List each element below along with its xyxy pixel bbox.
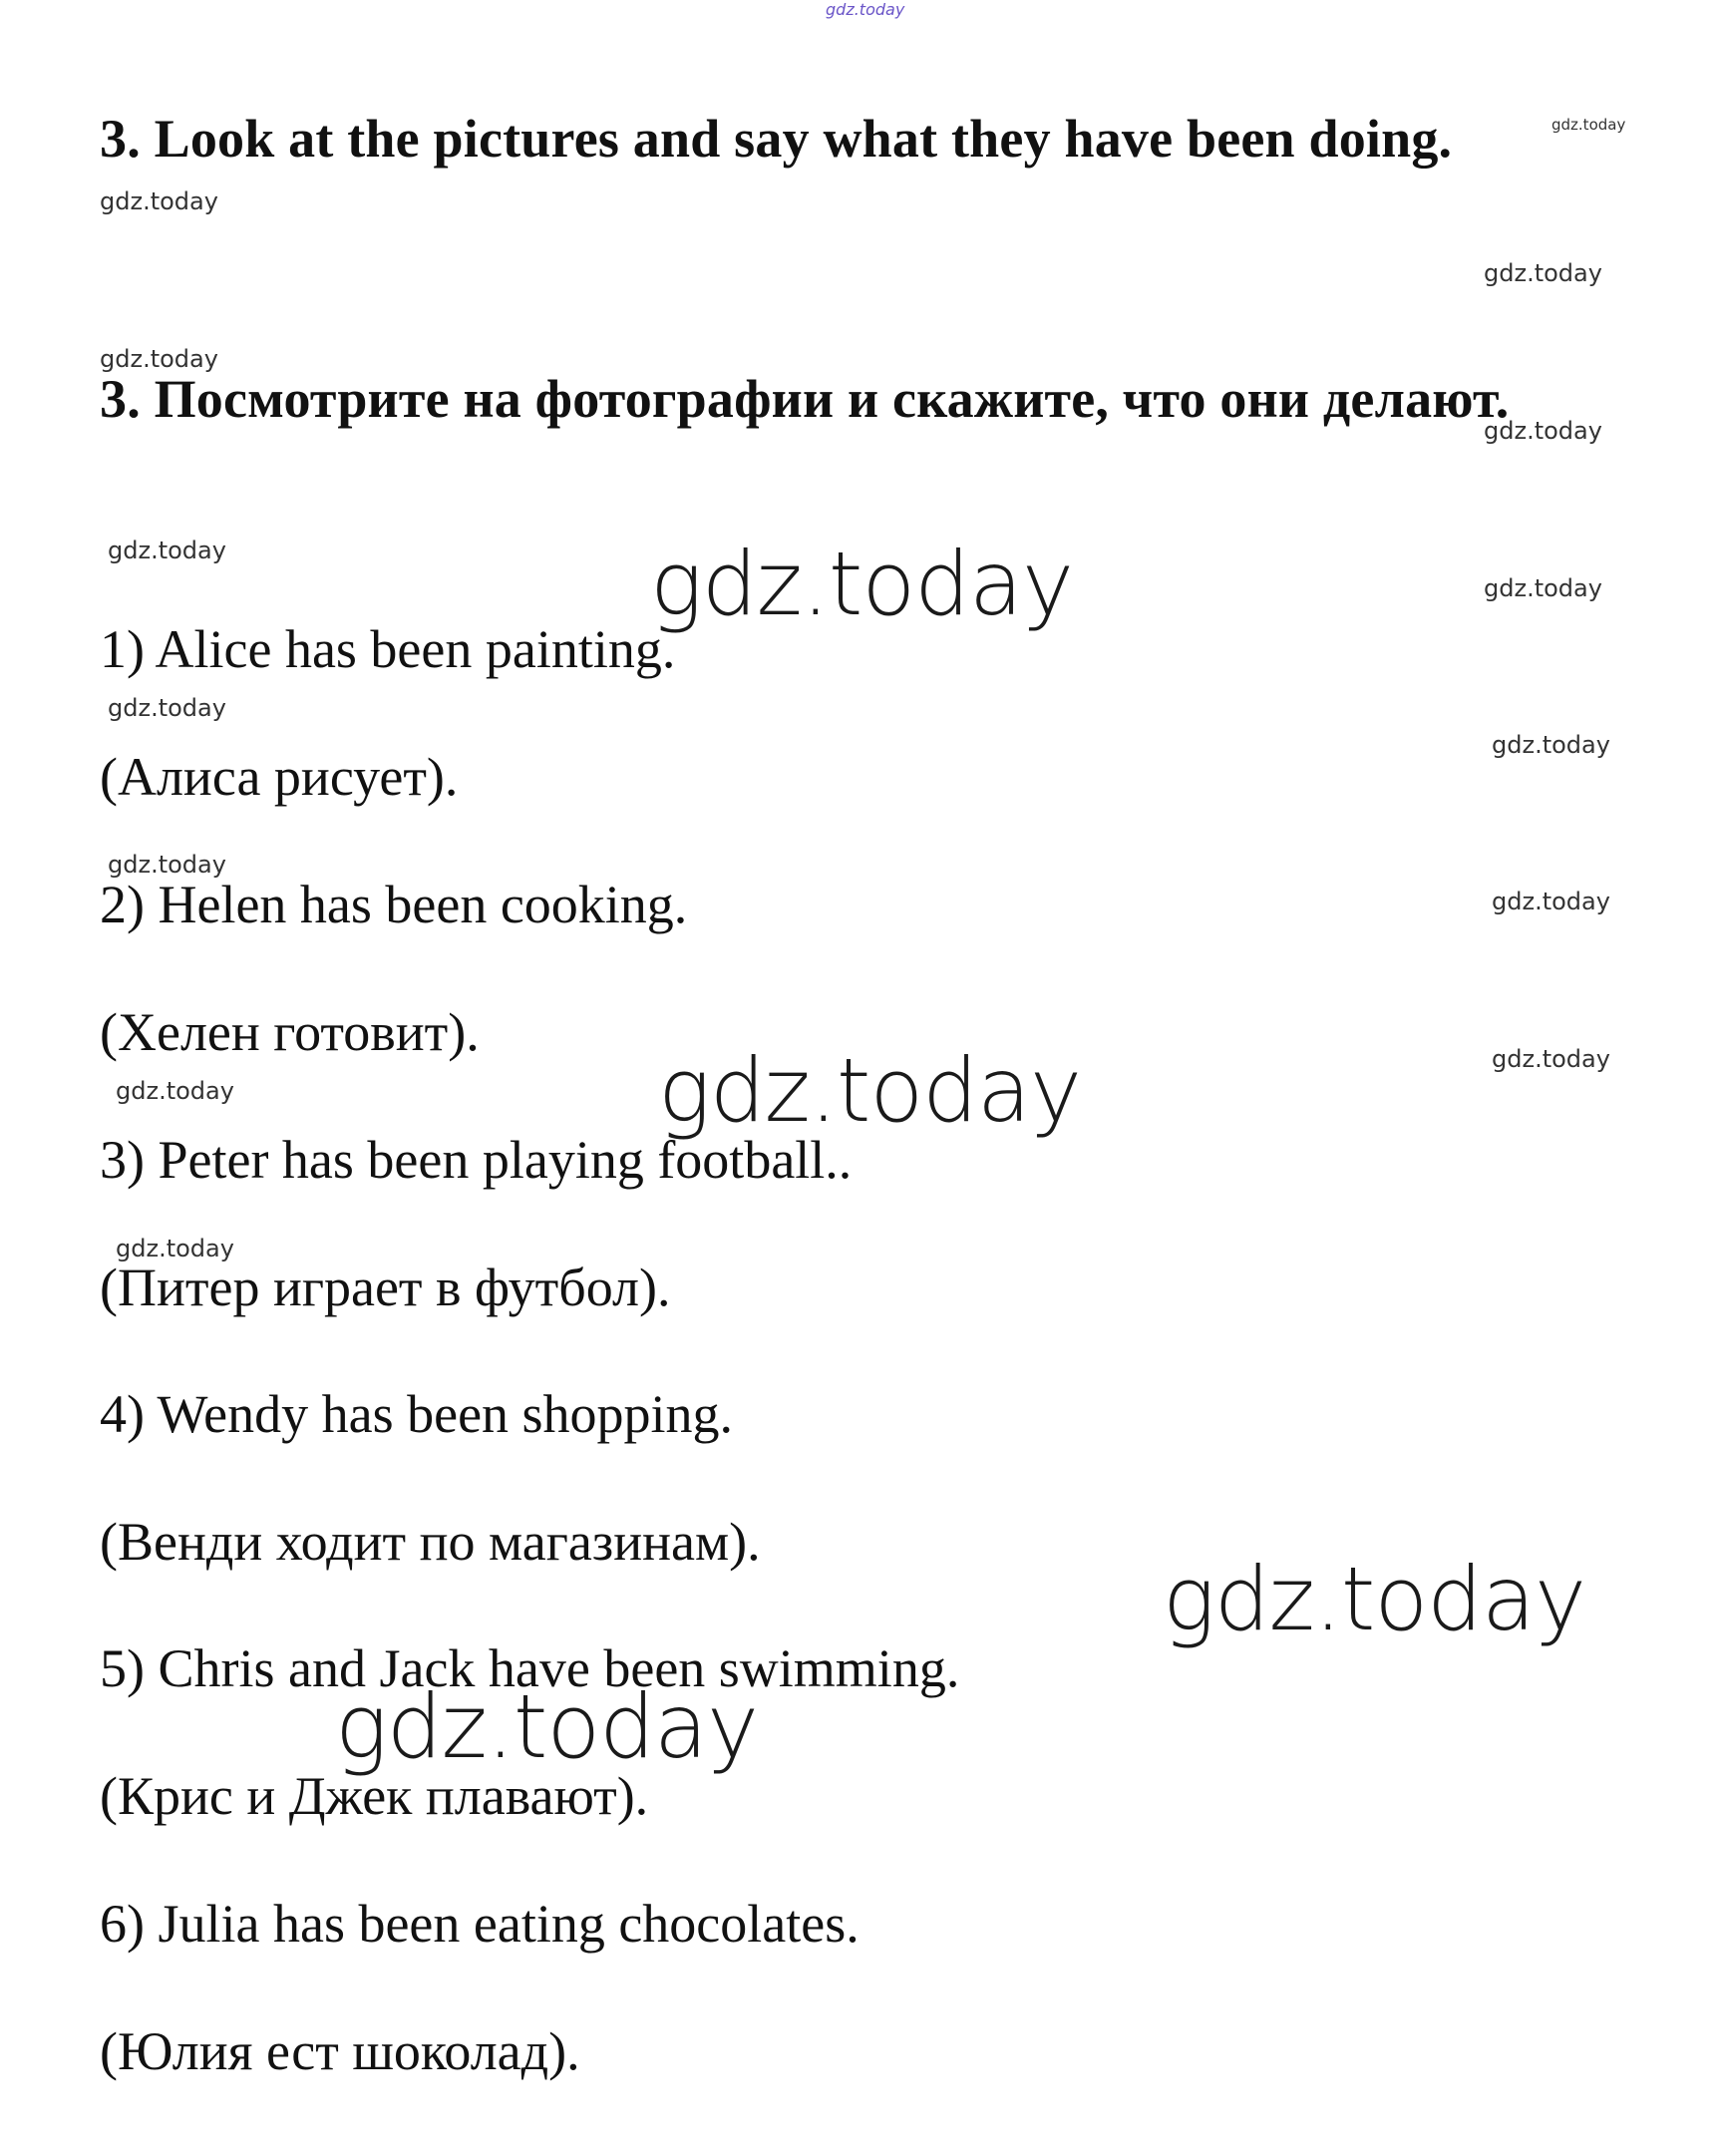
watermark-top: gdz.today [826, 0, 905, 19]
heading-russian: 3. Посмотрите на фотографии и скажите, что они делают. [100, 369, 1510, 429]
watermark: gdz.today [1492, 888, 1610, 915]
watermark: gdz.today [1484, 574, 1602, 602]
answer-2-english: 2) Helen has been cooking. [100, 875, 688, 934]
watermark: gdz.today [108, 851, 226, 879]
watermark-large: gdz.today [1163, 1548, 1586, 1650]
watermark: gdz.today [108, 694, 226, 722]
answer-1-russian: (Алиса рисует). [100, 747, 459, 807]
watermark: gdz.today [116, 1235, 234, 1262]
answer-1-english: 1) Alice has been painting. [100, 619, 676, 679]
watermark-large: gdz.today [650, 533, 1074, 635]
answer-4-russian: (Венди ходит по магазинам). [100, 1512, 761, 1572]
watermark: gdz.today [1484, 417, 1602, 445]
watermark: gdz.today [1492, 1045, 1610, 1073]
answer-6-english: 6) Julia has been eating chocolates. [100, 1894, 860, 1954]
answer-6-russian: (Юлия ест шоколад). [100, 2021, 580, 2081]
answer-5-english: 5) Chris and Jack have been swimming. [100, 1638, 960, 1698]
watermark: gdz.today [116, 1077, 234, 1105]
watermark: gdz.today [100, 187, 218, 215]
answer-3-english: 3) Peter has been playing football.. [100, 1130, 853, 1190]
watermark: gdz.today [1551, 116, 1626, 134]
answer-3-russian: (Питер играет в футбол). [100, 1258, 671, 1317]
answer-2-russian: (Хелен готовит). [100, 1002, 480, 1062]
watermark: gdz.today [108, 537, 226, 564]
watermark-large: gdz.today [335, 1675, 759, 1778]
heading-english: 3. Look at the pictures and say what they have been doing. [100, 109, 1453, 169]
answer-4-english: 4) Wendy has been shopping. [100, 1384, 734, 1444]
watermark: gdz.today [100, 345, 218, 373]
watermark: gdz.today [1492, 731, 1610, 759]
watermark: gdz.today [1484, 259, 1602, 287]
answer-5-russian: (Крис и Джек плавают). [100, 1766, 649, 1826]
watermark-large: gdz.today [658, 1039, 1082, 1142]
